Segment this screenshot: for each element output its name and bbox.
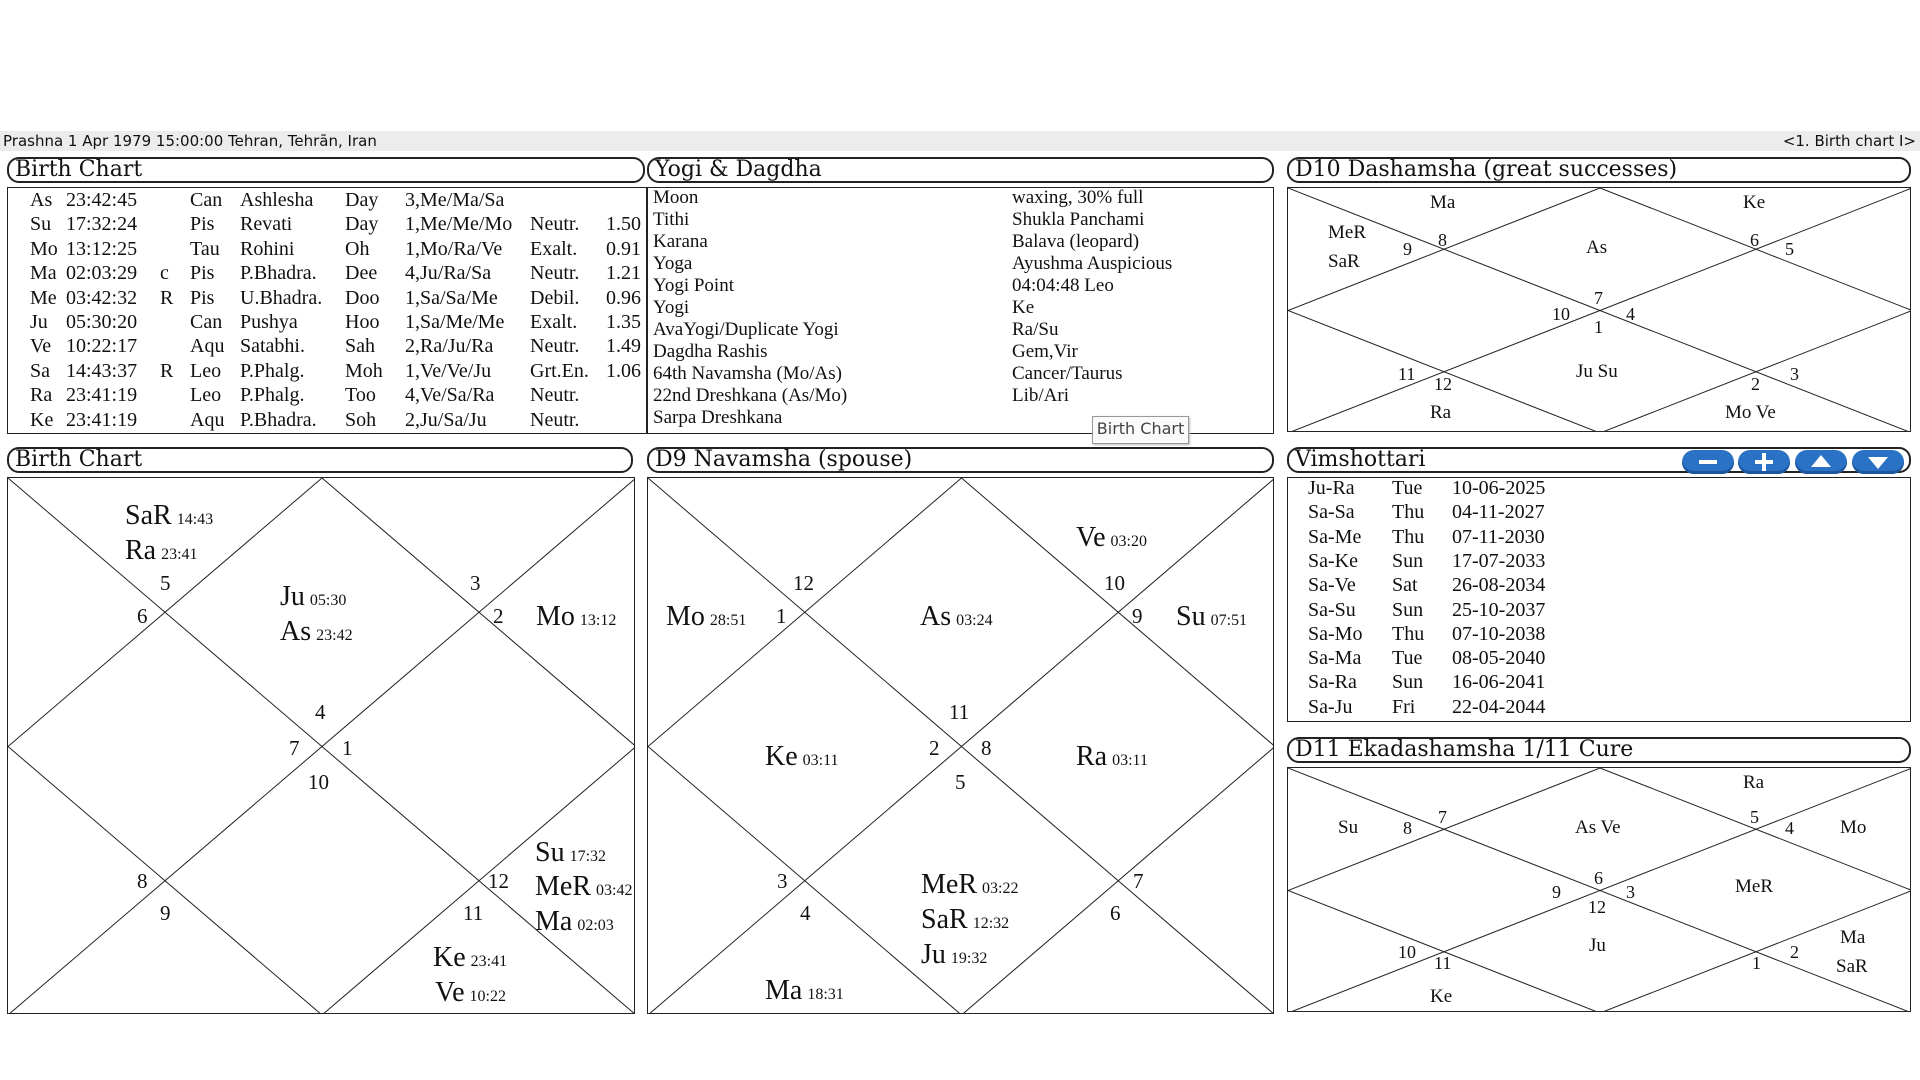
d9-planet: MeR 03:22 xyxy=(921,869,1019,900)
birth-table-cell: Too xyxy=(345,384,376,407)
birth-table-cell: 17:32:24 xyxy=(66,213,138,236)
birth-table-cell: Ma xyxy=(30,262,57,285)
d10-house: 4 xyxy=(1626,304,1635,324)
move-up-button[interactable] xyxy=(1795,450,1847,474)
dasha-cell[interactable]: Sat xyxy=(1392,574,1418,597)
dasha-cell[interactable]: Sun xyxy=(1392,549,1424,572)
dasha-cell[interactable]: 26-08-2034 xyxy=(1452,574,1546,597)
d10-house: 10 xyxy=(1552,304,1570,324)
d10-house: 7 xyxy=(1594,288,1603,308)
d9-house: 8 xyxy=(981,736,992,760)
d11-house: 11 xyxy=(1434,953,1452,973)
birth-table-cell: Sa xyxy=(30,359,50,382)
birth-table-cell: Ashlesha xyxy=(240,189,314,211)
birth-table-cell: 14:43:37 xyxy=(66,359,138,382)
birth-table-cell: Exalt. xyxy=(530,237,578,260)
d11-house: 4 xyxy=(1785,818,1794,838)
dasha-cell[interactable]: Sa-Me xyxy=(1308,525,1362,548)
birth-table-cell: 2,Ju/Sa/Ju xyxy=(405,408,487,431)
d10-house: 9 xyxy=(1403,239,1412,259)
birth-table-cell: Doo xyxy=(345,286,380,309)
birth-table-cell: Neutr. xyxy=(530,213,580,236)
birth-table-cell: Tau xyxy=(190,237,220,260)
d9-planet: SaR 12:32 xyxy=(921,904,1010,935)
birth-table-cell: 23:42:45 xyxy=(66,189,138,211)
d10-house: 2 xyxy=(1751,374,1760,394)
d9-house: 9 xyxy=(1132,604,1143,628)
dasha-cell[interactable]: Thu xyxy=(1392,525,1425,548)
yogi-value: Shukla Panchami xyxy=(1012,209,1145,230)
chart-info: Prashna 1 Apr 1979 15:00:00 Tehran, Tehrān, Iran xyxy=(3,132,377,150)
yogi-label: 64th Navamsha (Mo/As) xyxy=(653,363,842,384)
birth_chart-planet: As 23:42 xyxy=(280,616,353,647)
yogi-label: AvaYogi/Duplicate Yogi xyxy=(653,319,839,340)
d10-house: 1 xyxy=(1594,317,1603,337)
dasha-cell[interactable]: Sa-Ke xyxy=(1308,549,1358,572)
dasha-cell[interactable]: 22-04-2044 xyxy=(1452,695,1546,718)
yogi-value: Cancer/Taurus xyxy=(1012,363,1123,384)
birth-house: 6 xyxy=(137,604,148,628)
d9-house: 3 xyxy=(777,869,788,893)
dasha-cell[interactable]: Sa-Ma xyxy=(1308,647,1362,670)
birth_chart-planet: SaR 14:43 xyxy=(125,500,214,531)
birth-table-cell: 1,Me/Me/Mo xyxy=(405,213,513,236)
birth-house: 9 xyxy=(160,901,171,925)
arrow-down-icon xyxy=(1852,450,1904,474)
birth-table-cell: Pushya xyxy=(240,311,298,333)
d9-house: 2 xyxy=(929,736,940,760)
birth-table-cell: Revati xyxy=(240,213,293,236)
birth-table-cell: Me xyxy=(30,286,57,309)
d11-planet: Su xyxy=(1338,817,1359,838)
birth-table-cell: P.Phalg. xyxy=(240,384,305,407)
d11-house: 9 xyxy=(1552,882,1561,902)
birth-table-cell: c xyxy=(160,262,169,285)
birth_chart-planet: Su 17:32 xyxy=(535,837,607,868)
birth-table-cell: 2,Ra/Ju/Ra xyxy=(405,335,494,358)
d10-chart xyxy=(1287,187,1911,432)
d9-planet: Ra 03:11 xyxy=(1076,741,1148,772)
d10-planet: Mo Ve xyxy=(1725,402,1776,423)
yogi-table xyxy=(647,187,1274,434)
birth_chart-planet: Mo 13:12 xyxy=(536,601,617,632)
d9-planet: Su 07:51 xyxy=(1176,601,1248,632)
dasha-cell[interactable]: Sun xyxy=(1392,598,1424,621)
status-bar xyxy=(0,131,1920,151)
d11-house: 3 xyxy=(1626,882,1635,902)
yogi-value: Ayushma Auspicious xyxy=(1012,253,1173,274)
d11-title[interactable]: D11 Ekadashamsha 1/11 Cure xyxy=(1287,737,1911,763)
birth-table-cell: Ju xyxy=(30,311,48,333)
yogi-value: Ke xyxy=(1012,297,1035,318)
d11-planet: Ma xyxy=(1840,927,1866,948)
d9-house: 12 xyxy=(793,571,814,595)
birth-table-cell: 4,Ve/Sa/Ra xyxy=(405,384,495,407)
birth-table-cell: P.Bhadra. xyxy=(240,408,317,431)
dasha-cell[interactable]: Sa-Ju xyxy=(1308,695,1353,718)
yogi-label: Dagdha Rashis xyxy=(653,341,768,362)
d11-planet: MeR xyxy=(1735,876,1773,897)
dasha-cell[interactable]: Tue xyxy=(1392,647,1423,670)
yogi-label: Yogi xyxy=(653,297,690,318)
birth_chart-planet: Ju 05:30 xyxy=(280,581,347,612)
birth-table-cell: Neutr. xyxy=(530,262,580,285)
birth-table-cell: 0.91 xyxy=(606,237,641,260)
birth-table-cell: Pis xyxy=(190,213,215,236)
birth-table-cell: Exalt. xyxy=(530,311,578,333)
d11-house: 8 xyxy=(1403,818,1412,838)
dasha-cell[interactable]: Ju-Ra xyxy=(1308,477,1355,499)
yogi-value: Ra/Su xyxy=(1012,319,1059,340)
birth_chart-planet: Ma 02:03 xyxy=(535,906,614,937)
birth-table-cell: 1,Mo/Ra/Ve xyxy=(405,237,503,260)
d9-house: 11 xyxy=(949,700,970,724)
d9-title[interactable]: D9 Navamsha (spouse) xyxy=(647,447,1274,473)
birth-table xyxy=(7,187,647,434)
d10-title[interactable]: D10 Dashamsha (great successes) xyxy=(1287,157,1911,183)
birth-table-cell: Leo xyxy=(190,384,222,407)
birth-table-cell: 10:22:17 xyxy=(66,335,138,358)
birth-table-cell: As xyxy=(30,189,53,211)
yogi-label: Sarpa Dreshkana xyxy=(653,407,783,428)
dasha-cell[interactable]: 07-11-2030 xyxy=(1452,525,1545,548)
birth-table-cell: 1,Ve/Ve/Ju xyxy=(405,359,492,382)
d10-planet: MeR xyxy=(1328,222,1366,243)
minus-button[interactable] xyxy=(1682,450,1734,474)
d9-house: 4 xyxy=(800,901,811,925)
birth-table-cell: 1.50 xyxy=(606,213,641,236)
d11-planet: SaR xyxy=(1836,956,1868,977)
birth-chart xyxy=(7,477,635,1014)
yogi-value: Lib/Ari xyxy=(1012,385,1069,406)
birth-house: 12 xyxy=(488,869,509,893)
dasha-cell[interactable]: Sa-Mo xyxy=(1308,622,1363,645)
birth-house: 8 xyxy=(137,869,148,893)
birth-table-cell: P.Bhadra. xyxy=(240,262,317,285)
birth-table-cell: 0.96 xyxy=(606,286,641,309)
birth-table-cell: Oh xyxy=(345,237,370,260)
birth-table-cell: 1,Sa/Sa/Me xyxy=(405,286,498,309)
birth_chart-planet: MeR 03:42 xyxy=(535,871,633,902)
birth-table-cell: Day xyxy=(345,189,379,211)
d10-house: 11 xyxy=(1398,364,1416,384)
d11-house: 12 xyxy=(1588,897,1606,917)
d9-house: 5 xyxy=(955,770,966,794)
yogi-value: waxing, 30% full xyxy=(1012,187,1144,208)
d9-house: 1 xyxy=(776,604,787,628)
d9-planet: Ju 19:32 xyxy=(921,939,988,970)
birth-table-cell: 02:03:29 xyxy=(66,262,138,285)
birth_chart-planet: Ve 10:22 xyxy=(435,977,506,1008)
dasha-cell[interactable]: 07-10-2038 xyxy=(1452,622,1546,645)
d10-planet: Ke xyxy=(1743,192,1766,213)
birth-table-cell: 23:41:19 xyxy=(66,384,138,407)
birth-table-cell: Rohini xyxy=(240,237,295,260)
birth-table-cell: Aqu xyxy=(190,408,225,431)
birth-house: 11 xyxy=(463,901,484,925)
birth-table-cell: R xyxy=(160,286,174,309)
plus-icon xyxy=(1738,450,1790,474)
arrow-up-icon xyxy=(1795,450,1847,474)
birth-table-cell: Ke xyxy=(30,408,54,431)
birth-table-cell: Mo xyxy=(30,237,58,260)
birth-table-cell: Neutr. xyxy=(530,408,580,431)
d9-planet: Ma 18:31 xyxy=(765,975,844,1006)
birth-table-cell: 1.21 xyxy=(606,262,641,285)
move-down-button[interactable] xyxy=(1852,450,1904,474)
birth_chart-planet: Ke 23:41 xyxy=(433,942,508,973)
d9-planet: As 03:24 xyxy=(920,601,993,632)
d10-house: 5 xyxy=(1785,239,1794,259)
birth-table-cell: 03:42:32 xyxy=(66,286,138,309)
birth-table-cell: Day xyxy=(345,213,379,236)
birth-table-cell: Satabhi. xyxy=(240,335,305,358)
birth-house: 10 xyxy=(308,770,329,794)
birth-table-cell: 1.35 xyxy=(606,311,641,333)
dasha-cell[interactable]: Sa-Su xyxy=(1308,598,1356,621)
dasha-cell[interactable]: 10-06-2025 xyxy=(1452,477,1546,499)
yogi-label: Tithi xyxy=(653,209,690,230)
birth-table-cell: Sah xyxy=(345,335,375,358)
d10-house: 8 xyxy=(1438,230,1447,250)
birth-chart-title[interactable]: Birth Chart xyxy=(7,447,633,473)
d11-house: 1 xyxy=(1752,953,1761,973)
d11-house: 6 xyxy=(1594,868,1603,888)
birth-table-cell: 1.49 xyxy=(606,335,641,358)
dasha-cell[interactable]: 04-11-2027 xyxy=(1452,501,1545,524)
yogi-title[interactable]: Yogi & Dagdha xyxy=(647,157,1274,183)
d9-house: 7 xyxy=(1133,869,1144,893)
vim-title[interactable]: Vimshottari xyxy=(1287,447,1911,473)
birth-table-cell: Aqu xyxy=(190,335,225,358)
d9-planet: Ve 03:20 xyxy=(1076,522,1147,553)
birth-table-cell: Soh xyxy=(345,408,377,431)
birth-table-cell: 13:12:25 xyxy=(66,237,138,260)
d10-planet: Ju Su xyxy=(1576,361,1618,382)
yogi-label: Yogi Point xyxy=(653,275,734,296)
d11-house: 7 xyxy=(1438,807,1447,827)
birth-table-cell: Neutr. xyxy=(530,384,580,407)
dasha-cell[interactable]: 25-10-2037 xyxy=(1452,598,1546,621)
dasha-cell[interactable]: Sun xyxy=(1392,671,1424,694)
plus-button[interactable] xyxy=(1738,450,1790,474)
d10-planet: Ra xyxy=(1430,402,1452,423)
d11-house: 2 xyxy=(1790,942,1799,962)
dasha-cell[interactable]: Thu xyxy=(1392,622,1425,645)
birth-table-cell: 05:30:20 xyxy=(66,311,138,333)
d11-house: 10 xyxy=(1398,942,1416,962)
minus-icon xyxy=(1699,460,1717,464)
birth-house: 7 xyxy=(289,736,300,760)
d9-house: 10 xyxy=(1104,571,1125,595)
birth-table-cell: Can xyxy=(190,311,223,333)
birth-table-cell: Hoo xyxy=(345,311,380,333)
d10-house: 12 xyxy=(1434,374,1452,394)
yogi-value: 04:04:48 Leo xyxy=(1012,275,1114,296)
yogi-label: Moon xyxy=(653,187,699,208)
d9-house: 6 xyxy=(1110,901,1121,925)
birth-house: 1 xyxy=(342,736,353,760)
dasha-cell[interactable]: Fri xyxy=(1392,695,1416,718)
d10-planet: SaR xyxy=(1328,251,1360,272)
birth-table-cell: 4,Ju/Ra/Sa xyxy=(405,262,492,285)
d9-planet: Mo 28:51 xyxy=(666,601,747,632)
d10-planet: Ma xyxy=(1430,192,1456,213)
dasha-cell[interactable]: Thu xyxy=(1392,501,1425,524)
yogi-label: 22nd Dreshkana (As/Mo) xyxy=(653,385,848,406)
vimshottari-list xyxy=(1287,477,1911,722)
birth-table-cell: Ve xyxy=(30,335,52,358)
dasha-cell[interactable]: 08-05-2040 xyxy=(1452,647,1546,670)
yogi-value: Balava (leopard) xyxy=(1012,231,1140,252)
birth-table-cell: 1,Sa/Me/Me xyxy=(405,311,505,333)
birth-table-cell: 1.06 xyxy=(606,359,641,382)
dasha-cell[interactable]: 17-07-2033 xyxy=(1452,549,1546,572)
birth-table-cell: Can xyxy=(190,189,223,211)
birth-table-cell: Ra xyxy=(30,384,53,407)
yogi-label: Karana xyxy=(653,231,708,252)
birth-table-cell: 3,Me/Ma/Sa xyxy=(405,189,505,211)
d11-planet: Ra xyxy=(1743,772,1765,793)
dasha-cell[interactable]: Sa-Ra xyxy=(1308,671,1357,694)
birth-table-cell: Leo xyxy=(190,359,222,382)
birth_chart-planet: Ra 23:41 xyxy=(125,535,198,566)
dasha-cell[interactable]: Tue xyxy=(1392,477,1423,499)
d9-planet: Ke 03:11 xyxy=(765,741,839,772)
d11-planet: Ke xyxy=(1430,986,1453,1007)
birth-table-cell: Grt.En. xyxy=(530,359,589,382)
tooltip: Birth Chart xyxy=(1092,416,1189,444)
birth-table-cell: Moh xyxy=(345,359,383,382)
birth-table-cell: Dee xyxy=(345,262,378,285)
birth-table-cell: Su xyxy=(30,213,52,236)
d11-planet: Ju xyxy=(1589,935,1606,956)
birth-table-title[interactable]: Birth Chart xyxy=(7,157,645,183)
d10-house: 6 xyxy=(1750,230,1759,250)
birth-table-cell: P.Phalg. xyxy=(240,359,305,382)
birth-table-cell: U.Bhadra. xyxy=(240,286,323,309)
d11-house: 5 xyxy=(1750,807,1759,827)
birth-table-cell: Debil. xyxy=(530,286,580,309)
d11-planet: Mo xyxy=(1840,817,1867,838)
birth-table-cell: Pis xyxy=(190,262,215,285)
birth-table-cell: Neutr. xyxy=(530,335,580,358)
birth-table-cell: 23:41:19 xyxy=(66,408,138,431)
d10-planet: As xyxy=(1586,237,1608,258)
birth-house: 5 xyxy=(160,571,171,595)
birth-house: 3 xyxy=(470,571,481,595)
chart-selector[interactable]: <1. Birth chart I> xyxy=(1782,132,1916,150)
d11-planet: As Ve xyxy=(1575,817,1621,838)
birth-table-cell: Pis xyxy=(190,286,215,309)
birth-house: 4 xyxy=(315,700,326,724)
d10-house: 3 xyxy=(1790,364,1799,384)
yogi-label: Yoga xyxy=(653,253,693,274)
birth-house: 2 xyxy=(493,604,504,628)
yogi-value: Gem,Vir xyxy=(1012,341,1078,362)
d11-chart xyxy=(1287,767,1911,1012)
dasha-cell[interactable]: Sa-Sa xyxy=(1308,501,1355,524)
d9-chart xyxy=(647,477,1274,1014)
birth-table-cell: R xyxy=(160,359,174,382)
dasha-cell[interactable]: Sa-Ve xyxy=(1308,574,1356,597)
dasha-cell[interactable]: 16-06-2041 xyxy=(1452,671,1546,694)
